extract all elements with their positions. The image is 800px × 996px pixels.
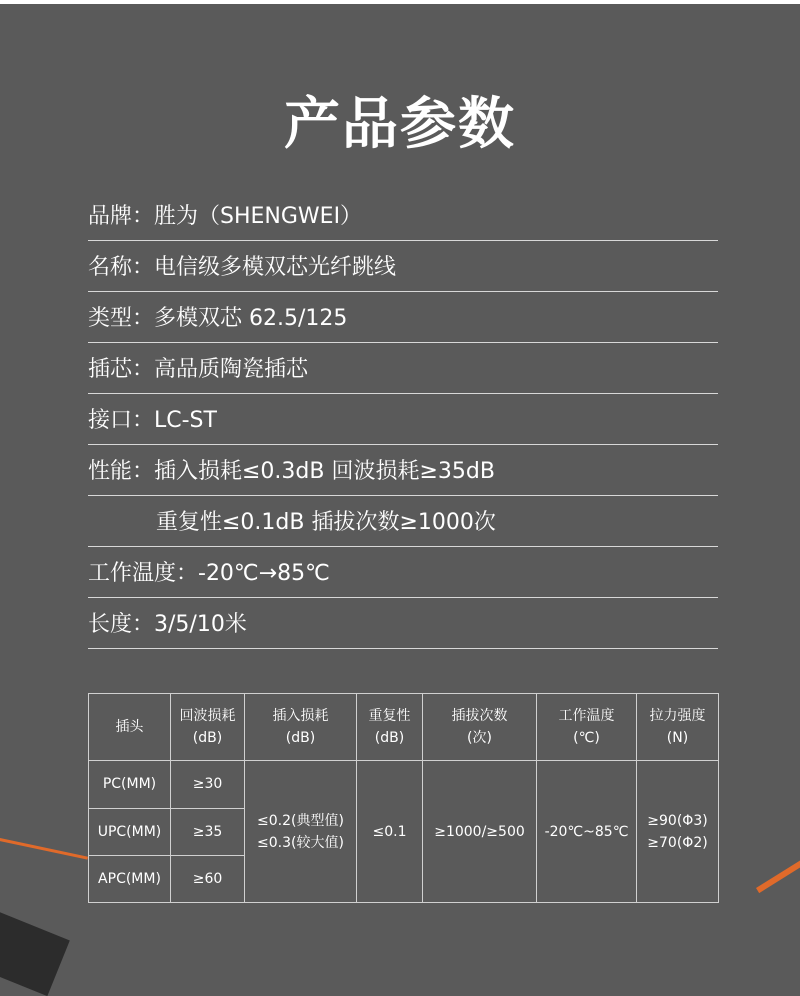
- spec-row-ferrule: 插芯：高品质陶瓷插芯: [88, 343, 718, 394]
- cell-return-loss: ≥35: [171, 808, 245, 855]
- spec-row-interface: 接口：LC-ST: [88, 394, 718, 445]
- header-tensile: 拉力强度 (N): [637, 694, 719, 761]
- header-temperature: 工作温度 (℃): [537, 694, 637, 761]
- cell-plug: APC(MM): [89, 855, 171, 902]
- spec-list: [88, 190, 718, 649]
- cell-plug: PC(MM): [89, 761, 171, 808]
- parameter-table: [88, 693, 719, 903]
- cell-plug: UPC(MM): [89, 808, 171, 855]
- cell-mating-cycles: ≥1000/≥500: [423, 761, 537, 903]
- cable-decoration-dark: [0, 888, 70, 996]
- page-title: 产品参数: [284, 92, 516, 157]
- spec-performance-cont-text: 重复性≤0.1dB 插拔次数≥1000次: [156, 510, 496, 535]
- spec-row-brand: 品牌：胜为（SHENGWEI）: [88, 190, 718, 241]
- cell-temperature: -20℃~85℃: [537, 761, 637, 903]
- top-border: [0, 0, 800, 4]
- spec-row-performance: 性能：插入损耗≤0.3dB 回波损耗≥35dB: [88, 445, 718, 496]
- header-repeatability: 重复性 (dB): [357, 694, 423, 761]
- table-header-row: [89, 694, 719, 761]
- cable-decoration-orange-right: [756, 856, 800, 893]
- table-row: [89, 761, 719, 808]
- cell-tensile: ≥90(Φ3) ≥70(Φ2): [637, 761, 719, 903]
- spec-row-temperature: 工作温度：-20℃→85℃: [88, 547, 718, 598]
- header-plug: 插头: [89, 694, 171, 761]
- spec-row-name: 名称：电信级多模双芯光纤跳线: [88, 241, 718, 292]
- header-insertion-loss: 插入损耗 (dB): [245, 694, 357, 761]
- cell-return-loss: ≥60: [171, 855, 245, 902]
- header-return-loss: 回波损耗 (dB): [171, 694, 245, 761]
- cell-repeatability: ≤0.1: [357, 761, 423, 903]
- spec-row-performance-cont: [88, 496, 718, 547]
- spec-row-type: 类型：多模双芯 62.5/125: [88, 292, 718, 343]
- header-mating-cycles: 插拔次数 (次): [423, 694, 537, 761]
- cell-insertion-loss: ≤0.2(典型值) ≤0.3(较大值): [245, 761, 357, 903]
- cell-return-loss: ≥30: [171, 761, 245, 808]
- spec-row-length: 长度：3/5/10米: [88, 598, 718, 649]
- cable-decoration-orange-left: [0, 838, 88, 860]
